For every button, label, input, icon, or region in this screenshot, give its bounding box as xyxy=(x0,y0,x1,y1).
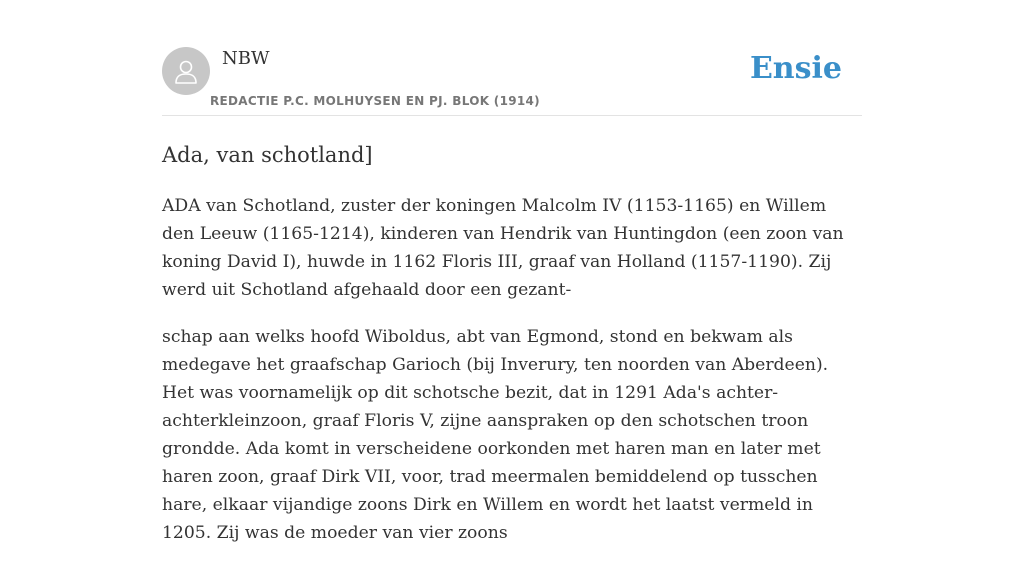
user-icon xyxy=(162,47,210,95)
page xyxy=(162,0,862,543)
source-subtitle: REDACTIE P.C. MOLHUYSEN EN PJ. BLOK (1914) xyxy=(210,94,540,108)
ensie-logo[interactable]: Ensie xyxy=(749,51,842,86)
header-divider xyxy=(162,115,862,116)
article-paragraph: ADA van Schotland, zuster der koningen Malcolm IV (1153-1165) en Willem den Leeuw (1165-1214), kinderen van Hendrik van Huntingdon (een zoon van koning David I), huwde in 1162 Floris III, graaf van Holland (1157-1190). Zij werd uit Schotland afgehaald door een gezant- xyxy=(162,196,844,300)
author-name[interactable]: NBW xyxy=(222,48,270,69)
article-title: Ada, van schotland] xyxy=(162,143,373,167)
article-body xyxy=(162,192,862,566)
article-paragraph: schap aan welks hoofd Wiboldus, abt van Egmond, stond en bekwam als medegave het graafschap Garioch (bij Inverury, ten noorden van Aberdeen). Het was voornamelijk op dit schotsche bezit, dat in 1291 Ada's achter-achterkleinzoon, graaf Floris V, zijne aanspraken op den schotschen troon grondde. Ada komt in verscheidene oorkonden met haren man en later met haren zoon, graaf Dirk VII, voor, trad meermalen bemiddelend op tusschen hare, elkaar vijandige zoons Dirk en Willem en wordt het laatst vermeld in 1205. Zij was de moeder van vier zoons xyxy=(162,327,829,543)
